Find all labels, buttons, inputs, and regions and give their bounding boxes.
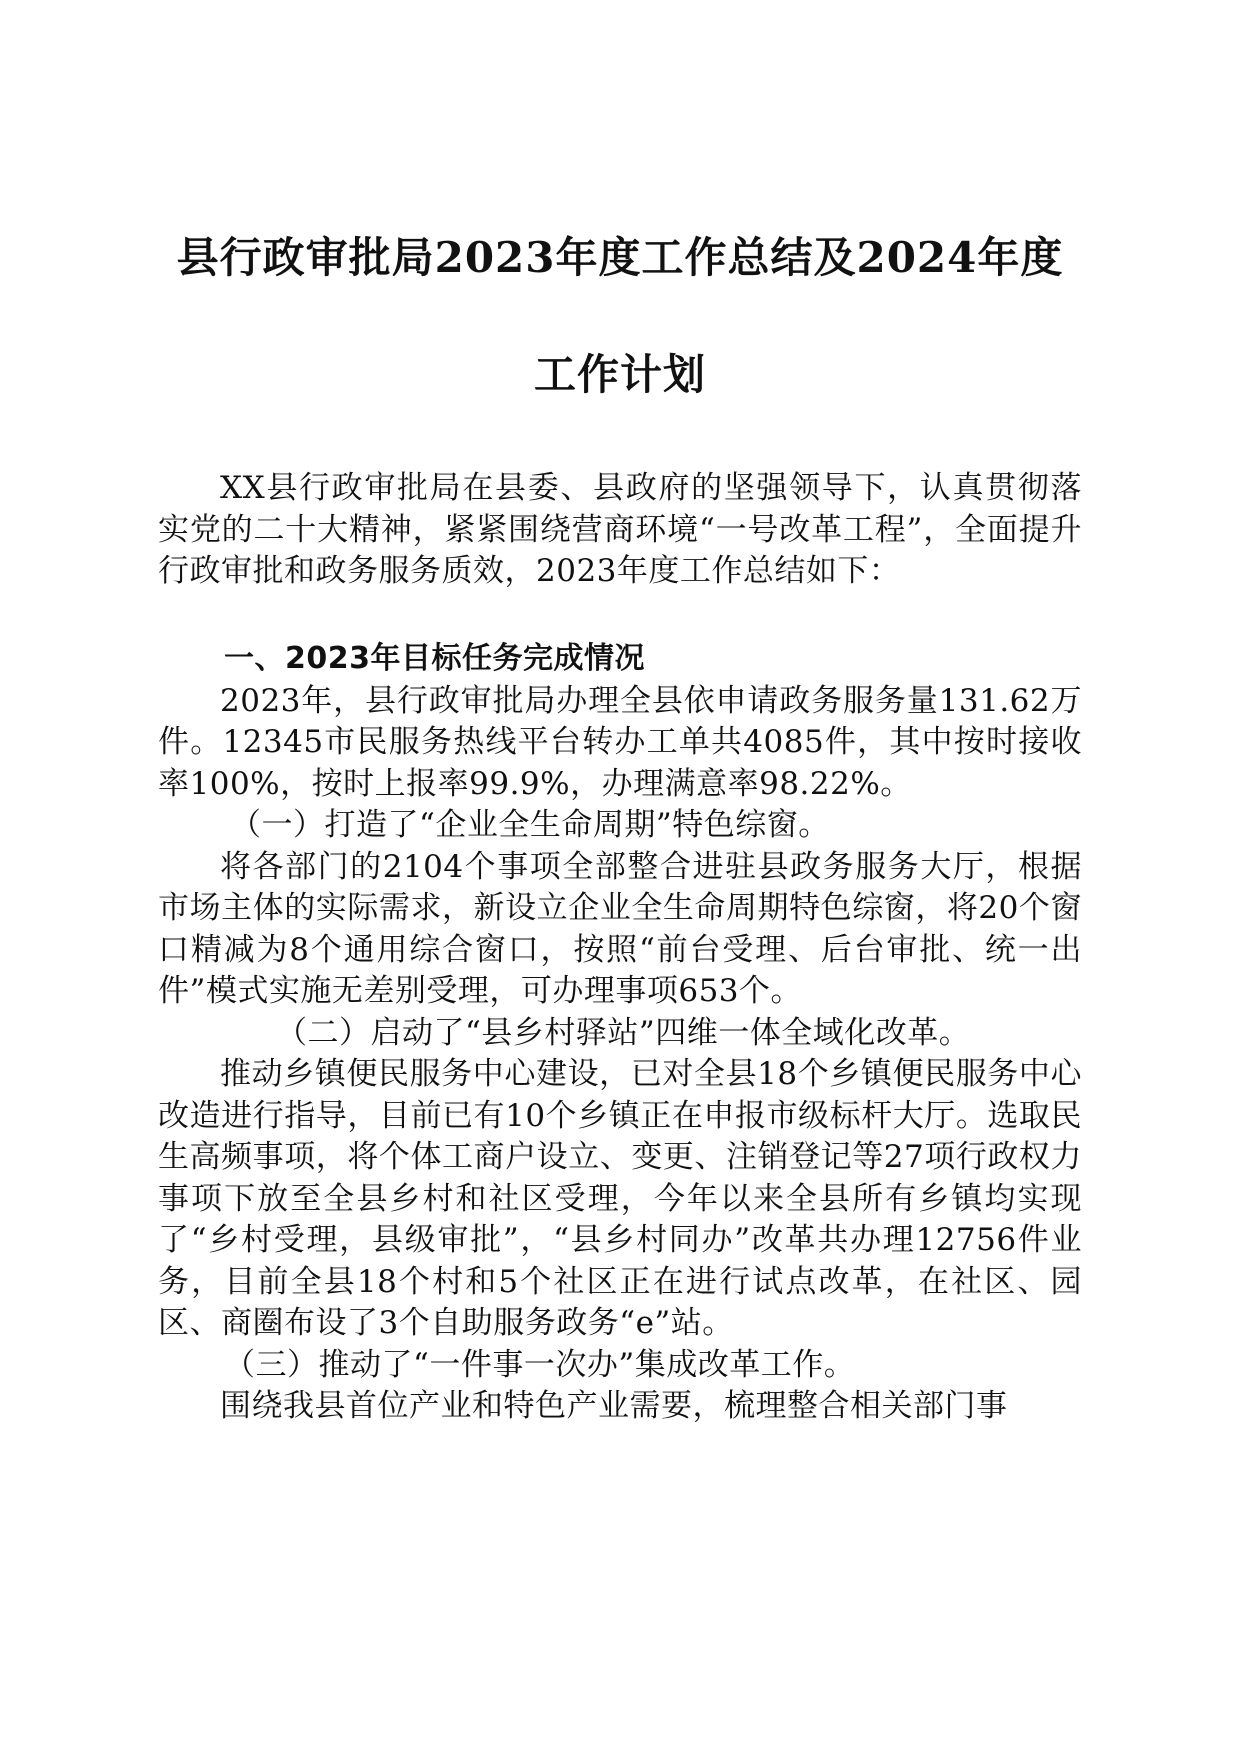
- paragraph-spacer: [158, 593, 1082, 637]
- subsection-1-paragraph: 将各部门的2104个事项全部整合进驻县政务服务大厅，根据市场主体的实际需求，新设立企业全生命周期特色综窗，将20个窗口精减为8个通用综合窗口，按照“前台受理、后台审批、统一出件”模式实施无差别受理，可办理事项653个。: [158, 848, 1082, 1009]
- intro-paragraph: XX县行政审批局在县委、县政府的坚强领导下，认真贯彻落实党的二十大精神，紧紧围绕营商环境“一号改革工程”，全面提升行政审批和政务服务质效，2023年度工作总结如下：: [158, 470, 1082, 589]
- document-title-line-2: 工作计划: [533, 350, 706, 399]
- subsection-3-paragraph: 围绕我县首位产业和特色产业需要，梳理整合相关部门事: [220, 1388, 1008, 1424]
- subsection-2-paragraph: 推动乡镇便民服务中心建设，已对全县18个乡镇便民服务中心改造进行指导，目前已有10个乡镇正在申报市级标杆大厅。选取民生高频事项，将个体工商户设立、变更、注销登记等27项行政权力事项下放至全县乡村和社区受理，今年以来全县所有乡镇均实现了“乡村受理，县级审批”，“县乡村同办”改革共办理12756件业务，目前全县18个村和5个社区正在进行试点改革，在社区、园区、商圈布设了3个自助服务政务“e”站。: [158, 1056, 1082, 1341]
- subsection-heading-1: （一）打造了“企业全生命周期”特色综窗。: [230, 807, 830, 843]
- subsection-heading-2: （二）启动了“县乡村驿站”四维一体全域化改革。: [276, 1014, 971, 1051]
- section-heading-1: 一、2023年目标任务完成情况: [224, 640, 645, 676]
- section-1-paragraph: 2023年，县行政审批局办理全县依申请政务服务量131.62万件。12345市民服务热线平台转办工单共4085件，其中按时接收率100%，按时上报率99.9%，办理满意率98.22%。: [158, 682, 1082, 802]
- subsection-heading-3: （三）推动了“一件事一次办”集成改革工作。: [224, 1346, 856, 1383]
- document-title-line-1: 县行政审批局2023年度工作总结及2024年度: [176, 233, 1064, 282]
- document-body: [158, 468, 1082, 1428]
